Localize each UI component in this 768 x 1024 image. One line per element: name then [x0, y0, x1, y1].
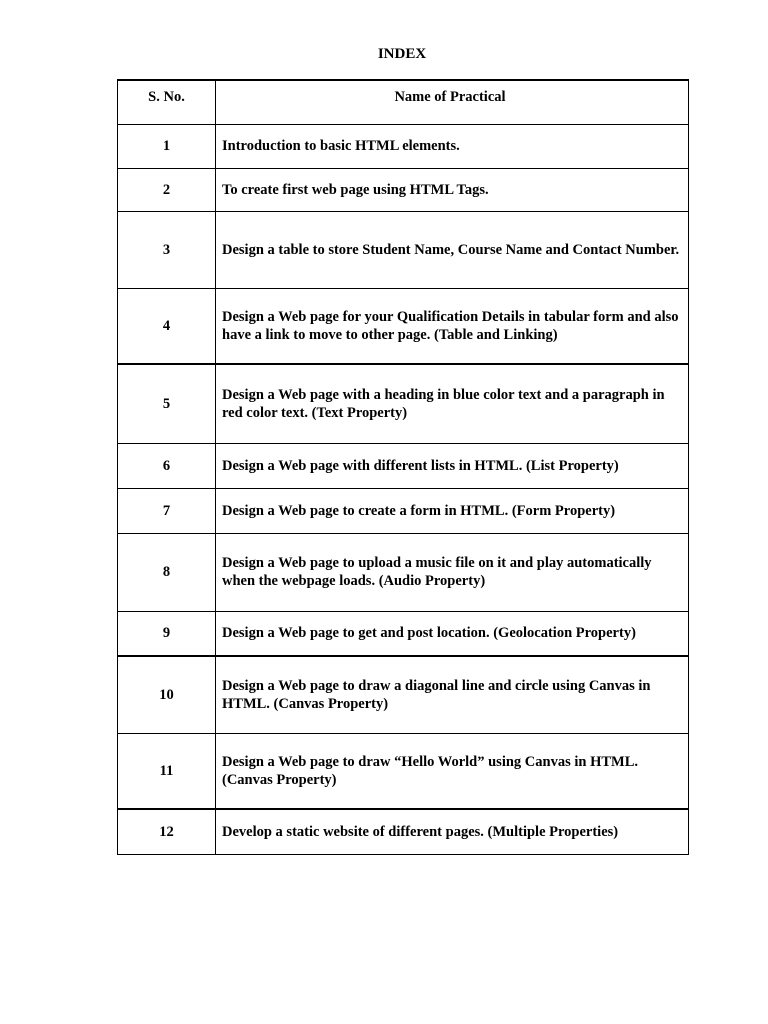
table-row: [118, 364, 689, 443]
table-row: [118, 533, 689, 611]
table-row: [118, 211, 689, 288]
row-name: Design a Web page for your Qualification Details in tabular form and also have a link to move to other page. (Table and Linking): [216, 288, 689, 364]
row-name: Design a Web page to draw a diagonal line and circle using Canvas in HTML. (Canvas Property): [216, 656, 689, 733]
row-sno: 10: [118, 656, 216, 733]
row-sno: 4: [118, 288, 216, 364]
table-row: [118, 168, 689, 211]
row-name: Design a Web page to draw “Hello World” using Canvas in HTML. (Canvas Property): [216, 733, 689, 809]
table-row: [118, 656, 689, 733]
row-name: Develop a static website of different pages. (Multiple Properties): [216, 809, 689, 854]
table-row: [118, 733, 689, 809]
row-name: Design a Web page with different lists in HTML. (List Property): [216, 443, 689, 488]
row-sno: 7: [118, 488, 216, 533]
row-name: Design a Web page to upload a music file on it and play automatically when the webpage loads. (Audio Property): [216, 533, 689, 611]
row-sno: 11: [118, 733, 216, 809]
row-sno: 9: [118, 611, 216, 656]
row-sno: 6: [118, 443, 216, 488]
row-sno: 5: [118, 364, 216, 443]
index-table: [117, 79, 689, 855]
row-name: Design a table to store Student Name, Course Name and Contact Number.: [216, 211, 689, 288]
table-row: [118, 124, 689, 168]
row-sno: 3: [118, 211, 216, 288]
table-row: [118, 288, 689, 364]
table-header-row: [118, 80, 689, 124]
page-title: INDEX: [377, 46, 427, 62]
row-sno: 12: [118, 809, 216, 854]
row-sno: 1: [118, 124, 216, 168]
row-sno: 2: [118, 168, 216, 211]
name-header: Name of Practical: [216, 80, 689, 124]
table-row: [118, 809, 689, 854]
row-name: Design a Web page with a heading in blue color text and a paragraph in red color text. (Text Property): [216, 364, 689, 443]
table-row: [118, 488, 689, 533]
row-sno: 8: [118, 533, 216, 611]
row-name: To create first web page using HTML Tags.: [216, 168, 689, 211]
table-row: [118, 611, 689, 656]
sno-header: S. No.: [118, 80, 216, 124]
row-name: Introduction to basic HTML elements.: [216, 124, 689, 168]
row-name: Design a Web page to get and post location. (Geolocation Property): [216, 611, 689, 656]
table-row: [118, 443, 689, 488]
row-name: Design a Web page to create a form in HTML. (Form Property): [216, 488, 689, 533]
